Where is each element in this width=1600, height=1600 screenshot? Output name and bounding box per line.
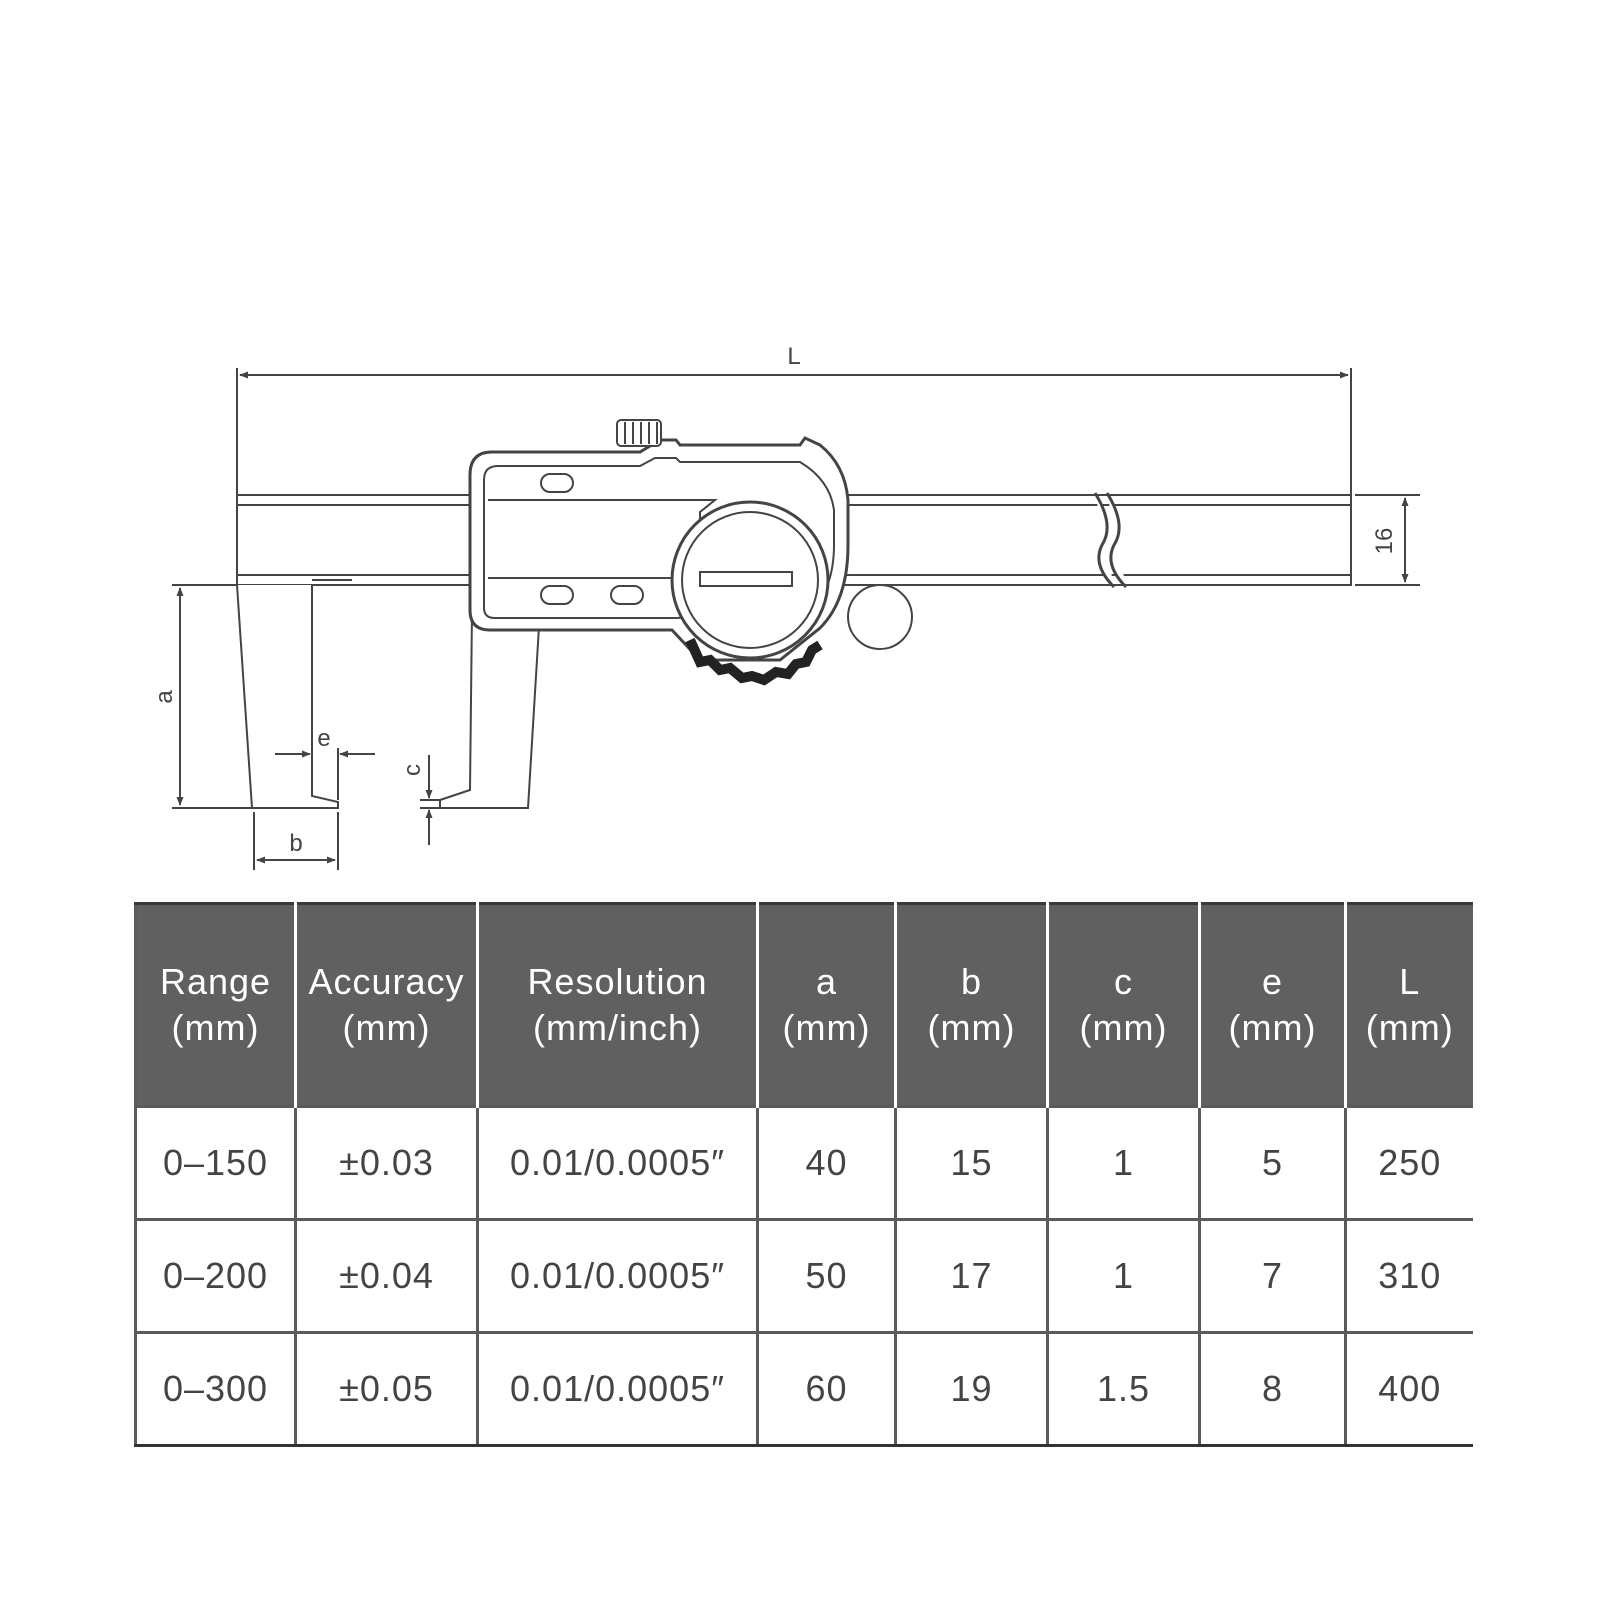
label-c: c: [399, 764, 426, 776]
cell-l: 250: [1346, 1107, 1473, 1220]
label-e: e: [317, 725, 331, 752]
cell-resolution: 0.01/0.0005″: [478, 1333, 758, 1446]
header-a: a (mm): [758, 904, 896, 1107]
cell-b: 17: [896, 1220, 1048, 1333]
table-row: [136, 1107, 1473, 1220]
dial: [672, 502, 828, 680]
label-b: b: [289, 830, 303, 857]
cell-a: 50: [758, 1220, 896, 1333]
sliding-jaw: [440, 610, 540, 808]
cell-accuracy: ±0.04: [296, 1220, 478, 1333]
cell-range: 0–150: [136, 1107, 296, 1220]
header-c: c (mm): [1048, 904, 1200, 1107]
table-row: [136, 1220, 1473, 1333]
cell-range: 0–200: [136, 1220, 296, 1333]
cell-accuracy: ±0.03: [296, 1107, 478, 1220]
fixed-jaw: [237, 575, 352, 808]
label-height: 16: [1371, 527, 1398, 555]
cell-l: 310: [1346, 1220, 1473, 1333]
cell-c: 1: [1048, 1107, 1200, 1220]
cell-e: 7: [1200, 1220, 1346, 1333]
header-l: L (mm): [1346, 904, 1473, 1107]
cell-e: 8: [1200, 1333, 1346, 1446]
cell-c: 1.5: [1048, 1333, 1200, 1446]
cell-b: 15: [896, 1107, 1048, 1220]
label-l: L: [787, 343, 801, 370]
cell-resolution: 0.01/0.0005″: [478, 1220, 758, 1333]
header-resolution: Resolution (mm/inch): [478, 904, 758, 1107]
header-b: b (mm): [896, 904, 1048, 1107]
cell-range: 0–300: [136, 1333, 296, 1446]
cell-b: 19: [896, 1333, 1048, 1446]
cell-resolution: 0.01/0.0005″: [478, 1107, 758, 1220]
cell-e: 5: [1200, 1107, 1346, 1220]
table-header-row: [136, 904, 1473, 1107]
header-range: Range (mm): [136, 904, 296, 1107]
spec-table: [134, 902, 1473, 1447]
cell-l: 400: [1346, 1333, 1473, 1446]
cell-a: 40: [758, 1107, 896, 1220]
header-e: e (mm): [1200, 904, 1346, 1107]
cell-c: 1: [1048, 1220, 1200, 1333]
cell-accuracy: ±0.05: [296, 1333, 478, 1446]
cell-a: 60: [758, 1333, 896, 1446]
thumb-roller: [848, 585, 912, 649]
lock-screw: [617, 420, 661, 446]
label-a: a: [151, 690, 178, 704]
table-row: [136, 1333, 1473, 1446]
header-accuracy: Accuracy (mm): [296, 904, 478, 1107]
